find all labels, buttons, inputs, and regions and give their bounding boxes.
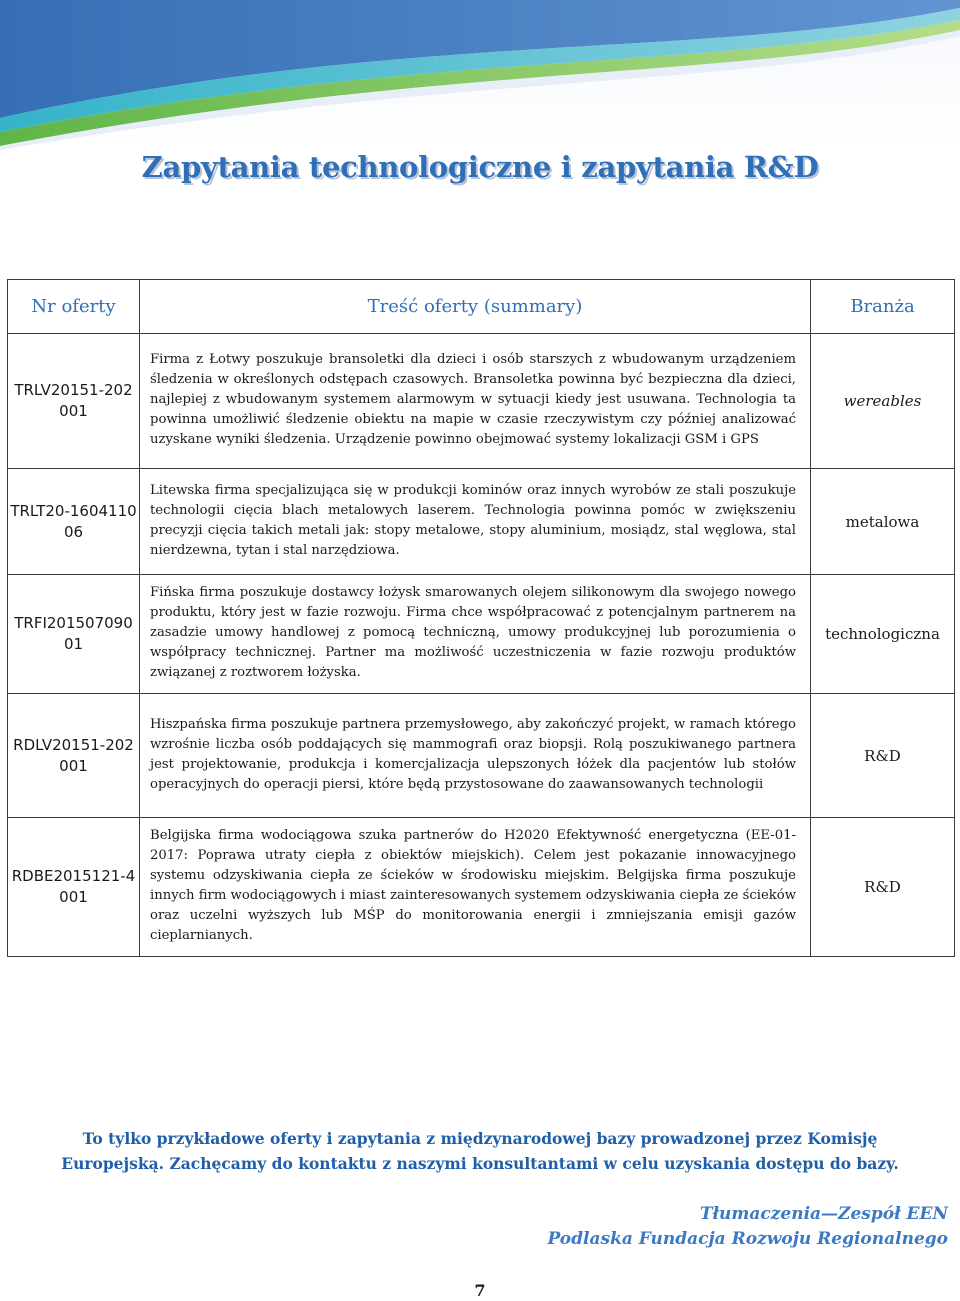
offer-branch: R&D [811,694,955,818]
footer-note: To tylko przykładowe oferty i zapytania z międzynarodowej bazy prowadzonej przez Komisję Europejską. Zachęcamy do kontaktu z naszymi konsultantami w celu uzyskania dostępu do bazy. [61,1129,899,1173]
column-header-id: Nr oferty [8,280,140,334]
table-row [8,818,955,957]
offer-summary: Hiszpańska firma poszukuje partnera przemysłowego, aby zakończyć projekt, w ramach którego wzrośnie liczba osób poddających się mammografi oraz biopsji. Rolą poszukiwanego partnera jest projektowanie, produkcja i komercjalizacja ulepszonych łóżek dla pacjentów lub stołów operacyjnych do operacji piersi, które będą przystosowane do zaawansowanych technologii [140,694,811,818]
offer-branch: technologiczna [811,575,955,694]
credits [547,1202,948,1252]
table-header-row [8,280,955,334]
column-header-branch: Branża [811,280,955,334]
offer-summary: Fińska firma poszukuje dostawcy łożysk smarowanych olejem silikonowym dla swojego nowego produktu, który jest w fazie rozwoju. Firma chce współpracować z potencjalnym partnerem na zasadzie umowy handlowej z pomocą techniczną, umowy produkcyjnej lub porozumienia o współpracy technicznej. Partner ma możliwość uczestniczenia w fazie rozwoju produktów związanej z roztworem łożyska. [140,575,811,694]
offer-branch: metalowa [811,469,955,575]
page-number: 7 [474,1281,486,1300]
offer-branch: wereables [811,334,955,469]
offer-summary: Belgijska firma wodociągowa szuka partnerów do H2020 Efektywność energetyczna (EE-01-2017: Poprawa utraty ciepła z obiektów miejskich). Celem jest pokazanie innowacyjnego systemu odzyskiwania ciepła ze ścieków w środowisku miejskim. Belgijska firma poszukuje innych firm wodociągowych i miast zainteresowanych systemem odzyskiwania ciepła ze ścieków oraz uczelni wyższych lub MŚP do monitorowania energii i zmniejszania emisji gazów cieplarnianych. [140,818,811,957]
offer-id: TRLV20151-202001 [8,334,140,469]
column-header-summary: Treść oferty (summary) [140,280,811,334]
table-row [8,694,955,818]
offer-id: TRLT20-160411006 [8,469,140,575]
offer-id: TRFI20150709001 [8,575,140,694]
table-row [8,334,955,469]
offer-summary: Firma z Łotwy poszukuje bransoletki dla dzieci i osób starszych z wbudowanym urządzeniem śledzenia w określonych odstępach czasowych. Bransoletka powinna być bezpieczna dla dzieci, najlepiej z wbudowanym systemem alarmowym w sytuacji kiedy jest usuwana. Technologia ta powinna umożliwić śledzenie obiektu na mapie w czasie rzeczywistym czy później analizować uzyskane wyniki śledzenia. Urządzenie powinno obejmować systemy lokalizacji GSM i GPS [140,334,811,469]
offers-table [7,279,955,957]
table-row [8,575,955,694]
header-banner [0,0,960,150]
offer-id: RDBE2015121-4001 [8,818,140,957]
offer-summary: Litewska firma specjalizująca się w produkcji kominów oraz innych wyrobów ze stali poszukuje technologii cięcia blach metalowych laserem. Technologia powinna pomóc w zwiększeniu precyzji cięcia takich metali jak: stopy metalowe, stopy aluminium, mosiądz, stal węglowa, stal nierdzewna, tytan i stal narzędziowa. [140,469,811,575]
credit-organization: Podlaska Fundacja Rozwoju Regionalnego [547,1229,948,1249]
page-title: Zapytania technologiczne i zapytania R&D [141,150,819,184]
credit-translation: Tłumaczenia—Zespół EEN [699,1204,948,1224]
offer-id: RDLV20151-202001 [8,694,140,818]
decorative-wave-graphic [0,0,960,150]
offer-branch: R&D [811,818,955,957]
table-row [8,469,955,575]
